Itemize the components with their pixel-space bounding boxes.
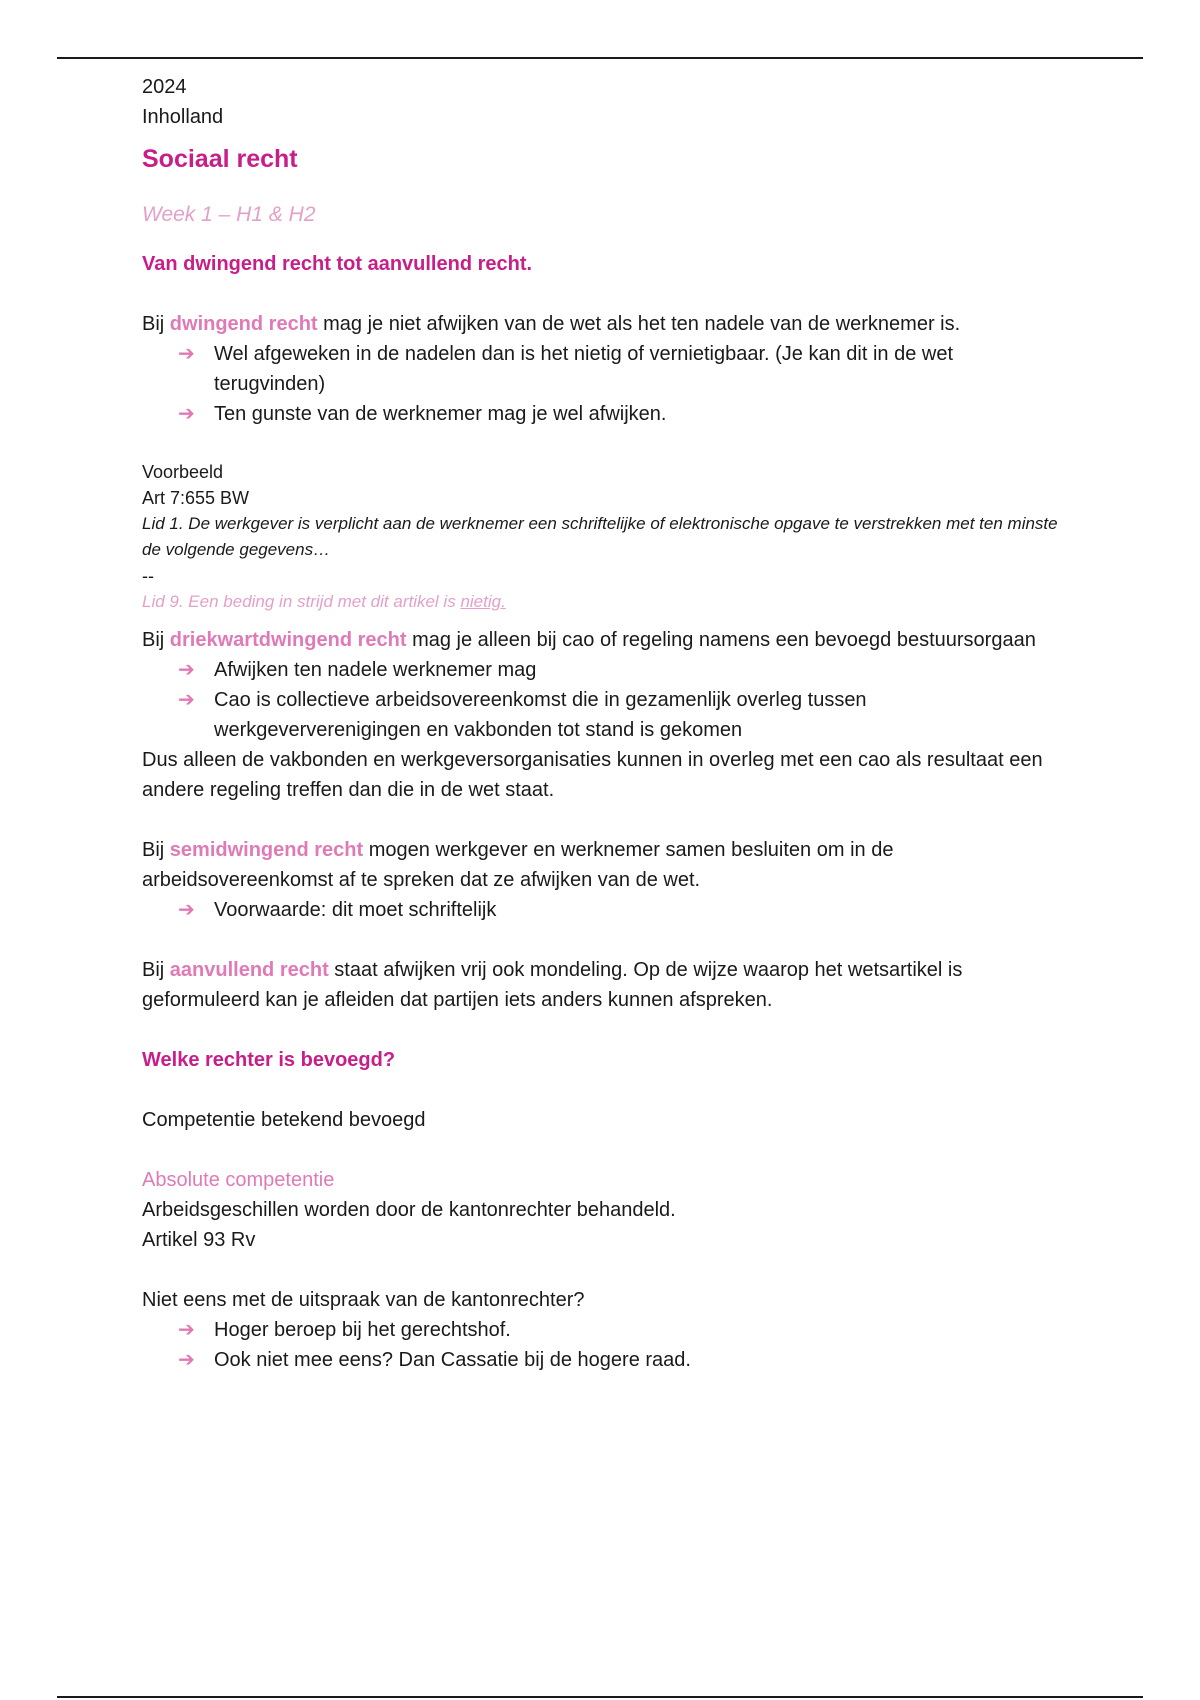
paragraph-aanvullend: Bij aanvullend recht staat afwijken vrij ook mondeling. Op de wijze waarop het wetsartikel is geformuleerd kan je afleiden dat partijen iets anders kunnen afspreken.: [142, 959, 963, 1011]
example-lid1: Lid 1. De werkgever is verplicht aan de werknemer een schriftelijke of elektronische opgave te verstrekken met ten minste de volgende gegevens…: [142, 514, 1058, 559]
list-item: ➔ Cao is collectieve arbeidsovereenkomst die in gezamenlijk overleg tussen werkgeververenigingen en vakbonden tot stand is gekomen: [178, 685, 1062, 745]
term-dwingend-recht: dwingend recht: [169, 313, 318, 335]
term-driekwartdwingend-recht: driekwartdwingend recht: [169, 629, 407, 651]
list-item: ➔ Hoger beroep bij het gerechtshof.: [178, 1315, 1062, 1345]
example-label: Voorbeeld: [142, 462, 224, 482]
nietig-link: nietig.: [460, 592, 506, 611]
bottom-rule: [57, 1696, 1143, 1698]
paragraph-driekwart-note: Dus alleen de vakbonden en werkgeversorganisaties kunnen in overleg met een cao als resultaat een andere regeling treffen dan die in de wet staat.: [142, 749, 1043, 801]
paragraph-question: Niet eens met de uitspraak van de kantonrechter?: [142, 1289, 585, 1311]
document-title: Sociaal recht: [142, 145, 298, 173]
arrow-right-icon: ➔: [178, 1349, 195, 1371]
term-semidwingend-recht: semidwingend recht: [169, 839, 364, 861]
paragraph-competentie: Competentie betekend bevoegd: [142, 1109, 426, 1131]
term-aanvullend-recht: aanvullend recht: [169, 959, 329, 981]
institution: Inholland: [142, 106, 224, 128]
example-lid9: Lid 9. Een beding in strijd met dit artikel is nietig.: [142, 592, 506, 611]
bullet-list-beroep: [142, 1315, 1062, 1375]
section-heading-rechter: Welke rechter is bevoegd?: [142, 1049, 396, 1071]
arrow-right-icon: ➔: [178, 343, 195, 365]
arrow-right-icon: ➔: [178, 689, 195, 711]
subheading-absolute-competentie: Absolute competentie: [142, 1169, 335, 1191]
paragraph-absolute: Arbeidsgeschillen worden door de kantonrechter behandeld.: [142, 1199, 676, 1221]
arrow-right-icon: ➔: [178, 403, 195, 425]
section-heading-recht: Van dwingend recht tot aanvullend recht.: [142, 253, 533, 275]
paragraph-text: mag je niet afwijken van de wet als het ten nadele van de werknemer is.: [317, 313, 961, 335]
list-item: ➔ Afwijken ten nadele werknemer mag: [178, 655, 1062, 685]
list-item: ➔ Ook niet mee eens? Dan Cassatie bij de hogere raad.: [178, 1345, 1062, 1375]
example-separator: --: [142, 566, 154, 586]
list-item: ➔ Wel afgeweken in de nadelen dan is het nietig of vernietigbaar. (Je kan dit in de wet terugvinden): [178, 339, 1062, 399]
document-page: [142, 72, 1062, 1375]
top-rule: [57, 57, 1143, 59]
paragraph-driekwart: Bij driekwartdwingend recht mag je alleen bij cao of regeling namens een bevoegd bestuursorgaan: [142, 629, 1036, 651]
year: 2024: [142, 76, 187, 98]
list-item: ➔ Voorwaarde: dit moet schriftelijk: [178, 895, 1062, 925]
bullet-list-dwingend: [142, 339, 1062, 429]
bullet-list-driekwart: [142, 655, 1062, 745]
list-item: ➔ Ten gunste van de werknemer mag je wel afwijken.: [178, 399, 1062, 429]
arrow-right-icon: ➔: [178, 659, 195, 681]
paragraph-dwingend: [142, 309, 1062, 339]
example-article: Art 7:655 BW: [142, 488, 250, 508]
bullet-list-semi: [142, 895, 1062, 925]
paragraph-prefix: Bij: [142, 313, 170, 335]
paragraph-semidwingend: Bij semidwingend recht mogen werkgever en werknemer samen besluiten om in de arbeidsovereenkomst af te spreken dat ze afwijken van de wet.: [142, 839, 894, 891]
arrow-right-icon: ➔: [178, 899, 195, 921]
arrow-right-icon: ➔: [178, 1319, 195, 1341]
document-subtitle: Week 1 – H1 & H2: [142, 203, 316, 226]
paragraph-artikel: Artikel 93 Rv: [142, 1229, 256, 1251]
